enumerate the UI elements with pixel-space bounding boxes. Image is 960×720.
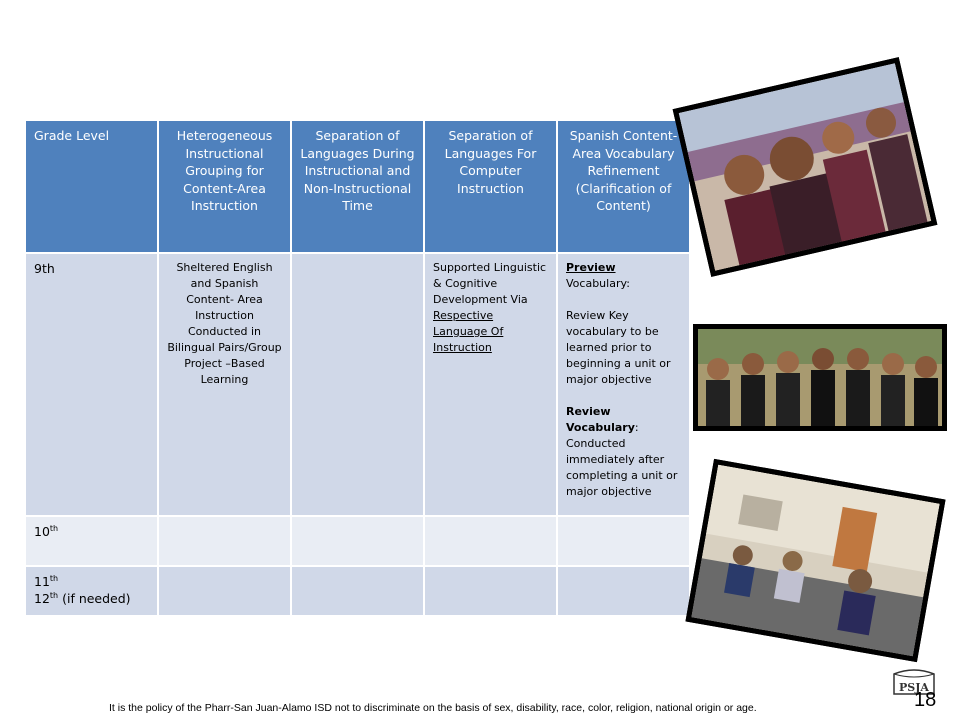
grade-cell-11th-12th: 11th 12th (if needed) <box>26 567 157 615</box>
program-table <box>24 119 691 617</box>
empty-cell <box>292 254 423 515</box>
computer-text: Supported Linguistic & Cognitive Development Via <box>433 261 547 306</box>
empty-cell <box>159 517 290 565</box>
header-spanish-vocabulary: Spanish Content-Area Vocabulary Refinement (Clarification of Content) <box>558 121 689 252</box>
computer-cell <box>425 254 556 515</box>
empty-cell <box>558 517 689 565</box>
students-photo-1 <box>673 57 938 277</box>
svg-text:PSJA: PSJA <box>899 681 929 694</box>
policy-footer: It is the policy of the Pharr-San Juan-Alamo ISD not to discriminate on the basis of sex, disability, race, color, religion, national origin or age. <box>109 702 757 714</box>
table-row <box>26 254 689 515</box>
table-row <box>26 567 689 615</box>
preview-word: Vocabulary <box>566 277 627 290</box>
empty-cell <box>425 517 556 565</box>
empty-cell <box>558 567 689 615</box>
review-text: Conducted immediately after completing a unit or major objective <box>566 437 678 498</box>
header-separation-time: Separation of Languages During Instructional and Non-Instructional Time <box>292 121 423 252</box>
preview-label: Preview <box>566 261 616 274</box>
grade-cell-10th: 10th <box>26 517 157 565</box>
header-separation-computer: Separation of Languages For Computer Instruction <box>425 121 556 252</box>
empty-cell <box>292 517 423 565</box>
page-number: 18 <box>914 689 937 711</box>
review-label: Review Vocabulary <box>566 405 635 434</box>
header-grade-level: Grade Level <box>26 121 157 252</box>
empty-cell <box>159 567 290 615</box>
header-heterogeneous-grouping: Heterogeneous Instructional Grouping for Content-Area Instruction <box>159 121 290 252</box>
students-photo-2 <box>693 324 947 431</box>
vocabulary-cell: Preview Vocabulary: Review Key vocabulary to be learned prior to beginning a unit or major objective Review Vocabulary: Conducted immediately after completing a unit or major objective <box>558 254 689 515</box>
grouping-cell: Sheltered English and Spanish Content- Area Instruction Conducted in Bilingual Pairs/Group Project –Based Learning <box>159 254 290 515</box>
computer-link-text: Respective Language Of Instruction <box>433 309 504 354</box>
empty-cell <box>292 567 423 615</box>
preview-text: Review Key vocabulary to be learned prior to beginning a unit or major objective <box>566 309 671 386</box>
empty-cell <box>425 567 556 615</box>
grade-cell-9th: 9th <box>26 254 157 515</box>
table-header-row <box>26 121 689 252</box>
classroom-photo <box>685 459 945 662</box>
table-row <box>26 517 689 565</box>
